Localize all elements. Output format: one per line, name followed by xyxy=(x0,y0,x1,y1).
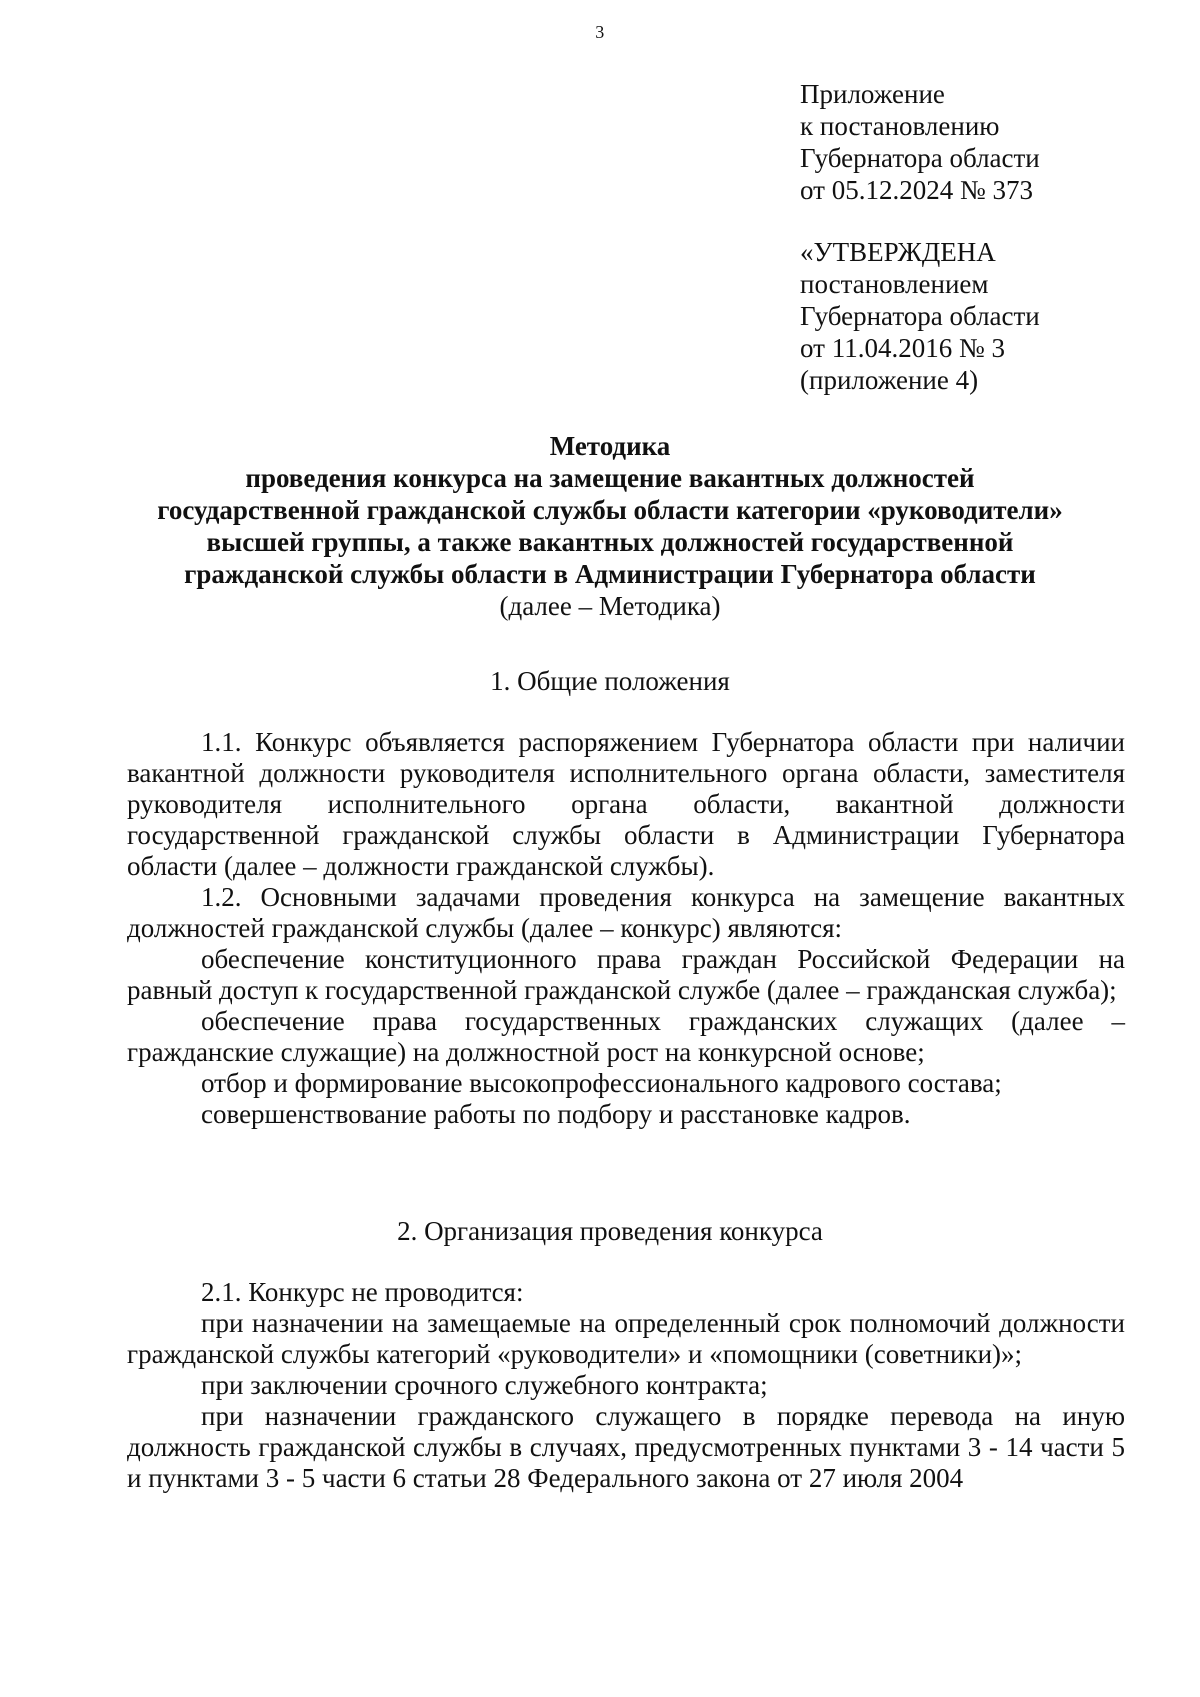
title-note: (далее – Методика) xyxy=(499,591,721,621)
appendix-line: Губернатора области xyxy=(800,143,1040,173)
paragraph: обеспечение права государственных гражданских служащих (далее – гражданские служащие) на должностной рост на конкурсной основе; xyxy=(127,1006,1125,1067)
appendix-line: Приложение xyxy=(800,79,945,109)
section-1-heading: 1. Общие положения xyxy=(490,666,730,696)
page-number: 3 xyxy=(595,22,605,42)
approved-line: постановлением xyxy=(800,269,989,299)
approved-line: Губернатора области xyxy=(800,301,1040,331)
paragraph: при заключении срочного служебного контракта; xyxy=(201,1370,768,1400)
paragraph: обеспечение конституционного права граждан Российской Федерации на равный доступ к государственной гражданской службе (далее – гражданская служба); xyxy=(127,944,1125,1005)
title-line: государственной гражданской службы области категории «руководители» xyxy=(157,495,1063,525)
paragraph: при назначении гражданского служащего в порядке перевода на иную должность гражданской службы в случаях, предусмотренных пунктами 3 - 14 части 5 и пунктами 3 - 5 части 6 статьи 28 Федерального закона от 27 июля 2004 xyxy=(127,1401,1125,1493)
approved-line: от 11.04.2016 № 3 xyxy=(800,333,1005,363)
paragraph: 1.2. Основными задачами проведения конкурса на замещение вакантных должностей гражданской службы (далее – конкурс) являются: xyxy=(127,882,1125,943)
title-line: высшей группы, а также вакантных должностей государственной xyxy=(206,527,1014,557)
paragraph: 2.1. Конкурс не проводится: xyxy=(201,1277,524,1307)
appendix-line: от 05.12.2024 № 373 xyxy=(800,175,1033,205)
paragraph: 1.1. Конкурс объявляется распоряжением Губернатора области при наличии вакантной должности руководителя исполнительного органа области, заместителя руководителя исполнительного органа области, вакантной должности государственной гражданской службы области в Администрации Губернатора области (далее – должности гражданской службы). xyxy=(127,727,1125,881)
approved-line: «УТВЕРЖДЕНА xyxy=(800,237,996,267)
title-line: гражданской службы области в Администрации Губернатора области xyxy=(184,559,1036,589)
approval-block xyxy=(800,78,1130,396)
paragraph: при назначении на замещаемые на определенный срок полномочий должности гражданской службы категорий «руководители» и «помощники (советники)»; xyxy=(127,1308,1125,1369)
title-heading: Методика xyxy=(549,431,671,461)
section-2-body xyxy=(127,1277,1125,1494)
approved-line: (приложение 4) xyxy=(800,365,979,395)
paragraph: отбор и формирование высокопрофессионального кадрового состава; xyxy=(201,1068,1002,1098)
section-1-body xyxy=(127,727,1125,1130)
spacer xyxy=(800,206,1130,236)
title-line: проведения конкурса на замещение вакантных должностей xyxy=(245,463,975,493)
section-2-heading: 2. Организация проведения конкурса xyxy=(397,1216,823,1246)
appendix-line: к постановлению xyxy=(800,111,1000,141)
document-title xyxy=(110,430,1110,622)
paragraph: совершенствование работы по подбору и расстановке кадров. xyxy=(201,1099,911,1129)
